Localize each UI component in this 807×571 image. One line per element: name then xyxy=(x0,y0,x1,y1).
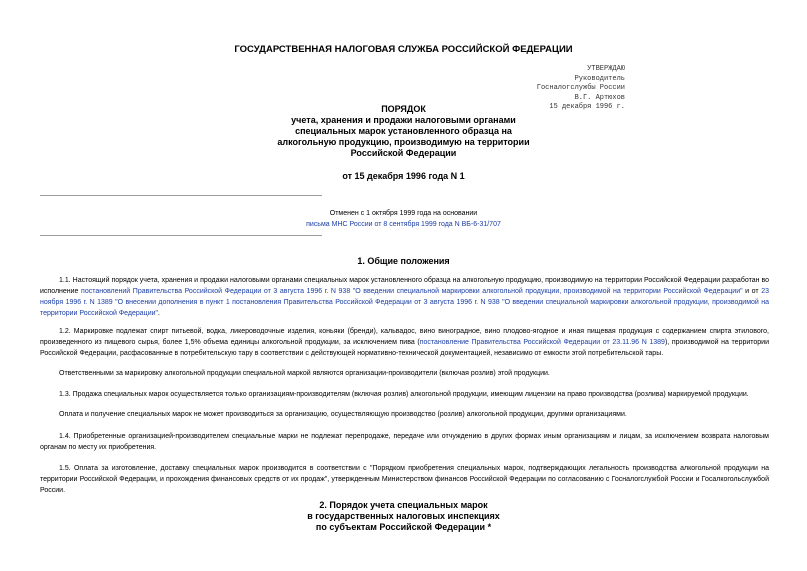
divider xyxy=(40,235,322,236)
paragraph-text: 1.1. Настоящий порядок учета, хранения и продажи налоговыми органами специальных марок установленного образца на алкогольную продукцию, производимую на территории Российской Федерации разработан во исполнение xyxy=(40,277,769,295)
paragraph-text: . xyxy=(158,310,160,317)
title-line: учета, хранения и продажи налоговыми органами xyxy=(291,115,516,125)
paragraph-1-2 xyxy=(40,326,769,359)
approval-line: 15 декабря 1996 г. xyxy=(549,103,625,111)
title-line: алкогольную продукцию, производимую на территории xyxy=(277,137,530,147)
cancellation-note xyxy=(0,208,807,230)
section-heading-line: по субъектам Российской Федерации * xyxy=(315,522,492,532)
divider xyxy=(40,195,322,196)
paragraph-responsibility: Ответственными за маркировку алкогольной продукции специальной маркой являются организации-производители (включая розлив) этой продукции. xyxy=(59,370,550,377)
section-heading-line: в государственных налоговых инспекциях xyxy=(307,511,500,521)
cancellation-link[interactable]: письма МНС России от 8 сентября 1999 года N ВБ-6-31/707 xyxy=(306,221,501,228)
title-line: специальных марок установленного образца на xyxy=(295,126,512,136)
document-date: от 15 декабря 1996 года N 1 xyxy=(342,171,465,181)
section-heading-line: 2. Порядок учета специальных марок xyxy=(319,500,488,510)
decree-link[interactable]: постановление Правительства Российской Федерации от 23.11.96 N 1389 xyxy=(419,339,665,346)
paragraph-payment: Оплата и получение специальных марок не может производиться за организацию, осуществляющую производство (розлив) алкогольной продукции, другими организациями. xyxy=(59,411,627,418)
decree-link[interactable]: постановлений Правительства Российской Федерации от 3 августа 1996 г. N 938 "О введении специальной маркировки алкогольной продукции, производимой на территории Российской Федерации" xyxy=(81,288,743,295)
approval-line: В.Г. Артюхов xyxy=(574,93,625,102)
document-title xyxy=(0,104,807,159)
title-line: Российской Федерации xyxy=(350,148,457,158)
paragraph-1-1 xyxy=(40,275,769,319)
approval-line: Госналогслужбы России xyxy=(536,84,625,92)
approval-line: УТВЕРЖДАЮ xyxy=(587,65,625,73)
section-heading xyxy=(0,500,807,533)
title-line: ПОРЯДОК xyxy=(381,104,426,114)
cancellation-text: Отменен с 1 октября 1999 года на основании xyxy=(329,210,478,217)
paragraph-text: 1.2. Маркировке подлежат спирт питьевой, водка, ликероводочные изделия, коньяки (бренди), кальвадос, вино виноградное, вино плодово-ягодное и иная пищевая продукция с содержанием спирта этилового, произведенного из пищевого сырья, более 1,5% объема единицы алкогольной продукции, за исключением пива ( xyxy=(40,328,769,346)
paragraph-text: ), производимой на территории Российской Федерации, расфасованные в потребительскую тару в соответствии с действующей нормативно-технической документацией, независимо от емкости этой потребительской тары. xyxy=(40,339,769,357)
paragraph-1-4: 1.4. Приобретенные организацией-производителем специальные марки не подлежат перепродаже, передаче или отчуждению в других формах иным организациям и лицам, за исключением возврата налоговым органам по месту их приобретения. xyxy=(40,433,769,451)
paragraph-1-5: 1.5. Оплата за изготовление, доставку специальных марок производится в соответствии с "Порядком приобретения специальных марок, подтверждающих легальность производства алкогольной продукции на территории Российской Федерации, и прохождения финансовых средств от их продаж", утвержденным Министерством финансов Российской Федерации по согласованию с Госналогслужбой России и Госалкогольслужбой России. xyxy=(40,465,769,494)
decree-link[interactable]: 23 ноября 1996 г. N 1389 "О внесении дополнения в пункт 1 постановления Правительства Российской Федерации от 3 августа 1996 г. N 938 "О введении специальной маркировки алкогольной продукции, производимой на территории Российской Федерации" xyxy=(40,288,769,317)
section-heading: 1. Общие положения xyxy=(357,256,450,266)
paragraph-text: и от xyxy=(742,288,762,295)
agency-header: ГОСУДАРСТВЕННАЯ НАЛОГОВАЯ СЛУЖБА РОССИЙСКОЙ ФЕДЕРАЦИИ xyxy=(234,44,573,55)
paragraph-1-3: 1.3. Продажа специальных марок осуществляется только организациям-производителям (включая розлив) алкогольной продукции, имеющим лицензии на право производства (розлива) маркируемой продукции. xyxy=(59,391,749,398)
approval-line: Руководитель xyxy=(574,74,625,83)
